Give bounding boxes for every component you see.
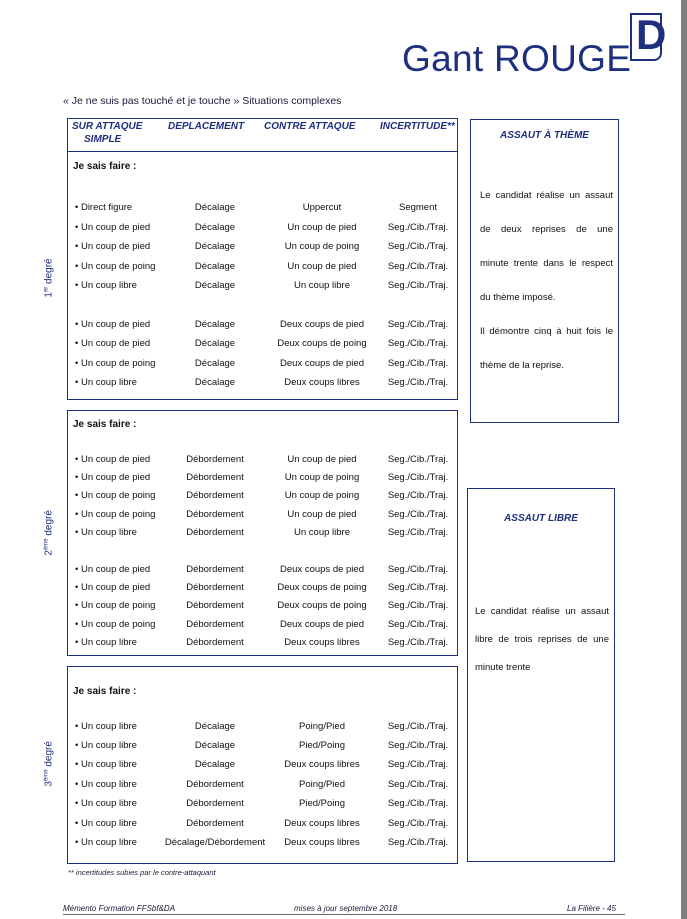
counter-cell: Pied/Poing: [299, 798, 345, 809]
uncertainty-cell: Seg./Cib./Traj.: [387, 779, 449, 790]
attack-cell: • Un coup de pied: [75, 582, 151, 593]
counter-cell: Poing/Pied: [299, 721, 345, 732]
counter-cell: Deux coups de pied: [280, 319, 364, 330]
section-tab-letter: D: [636, 11, 667, 58]
counter-cell: Deux coups libres: [284, 377, 360, 388]
displacement-cell: Décalage: [194, 280, 236, 291]
assaut-libre-title: ASSAUT LIBRE: [504, 513, 578, 524]
counter-cell: Un coup de pied: [287, 222, 357, 233]
page-title: Gant ROUGE: [402, 38, 632, 79]
uncertainty-cell: Seg./Cib./Traj.: [387, 582, 449, 593]
col-header-simple: SIMPLE: [84, 134, 122, 145]
counter-cell: Pied/Poing: [299, 740, 345, 751]
counter-cell: Deux coups de poing: [277, 582, 367, 593]
displacement-cell: Décalage: [194, 338, 236, 349]
counter-cell: Un coup de poing: [284, 241, 360, 252]
uncertainty-cell: Seg./Cib./Traj.: [387, 637, 449, 648]
uncertainty-cell: Seg./Cib./Traj.: [387, 740, 449, 751]
uncertainty-cell: Seg./Cib./Traj.: [387, 222, 449, 233]
uncertainty-cell: Seg./Cib./Traj.: [387, 509, 449, 520]
uncertainty-cell: Seg./Cib./Traj.: [387, 472, 449, 483]
footer-right: La Filière - 45: [567, 904, 616, 913]
header-divider: [67, 151, 457, 152]
displacement-cell: Décalage: [194, 241, 236, 252]
counter-cell: Un coup de pied: [287, 261, 357, 272]
assaut-theme-title: ASSAUT À THÈME: [500, 130, 589, 141]
counter-cell: Deux coups de pied: [280, 619, 364, 630]
displacement-cell: Débordement: [186, 490, 244, 501]
counter-cell: Deux coups libres: [284, 759, 360, 770]
counter-cell: Un coup de pied: [287, 509, 357, 520]
uncertainty-cell: Seg./Cib./Traj.: [387, 721, 449, 732]
attack-cell: • Un coup libre: [75, 837, 137, 848]
counter-cell: Uppercut: [302, 202, 342, 213]
displacement-cell: Débordement: [186, 564, 244, 575]
displacement-cell: Débordement: [186, 779, 244, 790]
displacement-cell: Décalage: [194, 377, 236, 388]
footer-left: Mémento Formation FFSbf&DA: [63, 904, 176, 913]
displacement-cell: Décalage: [194, 319, 236, 330]
section-tab: [630, 11, 667, 61]
uncertainty-cell: Seg./Cib./Traj.: [387, 377, 449, 388]
counter-cell: Deux coups de pied: [280, 358, 364, 369]
counter-cell: Un coup de pied: [287, 454, 357, 465]
uncertainty-cell: Seg./Cib./Traj.: [387, 338, 449, 349]
attack-cell: • Un coup de poing: [75, 490, 156, 501]
attack-cell: • Un coup de pied: [75, 338, 151, 349]
attack-cell: • Un coup de pied: [75, 454, 151, 465]
attack-cell: • Un coup de poing: [75, 600, 156, 611]
uncertainty-cell: Seg./Cib./Traj.: [387, 837, 449, 848]
assaut-libre-text: Le candidat réalise un assaut libre de trois reprises de une minute trente: [475, 606, 609, 673]
displacement-cell: Décalage: [194, 202, 236, 213]
attack-cell: • Un coup libre: [75, 798, 137, 809]
attack-cell: • Un coup libre: [75, 779, 137, 790]
attack-cell: • Un coup de pied: [75, 319, 151, 330]
displacement-cell: Débordement: [186, 798, 244, 809]
attack-cell: • Un coup de poing: [75, 509, 156, 520]
uncertainty-cell: Seg./Cib./Traj.: [387, 454, 449, 465]
uncertainty-cell: Seg./Cib./Traj.: [387, 490, 449, 501]
attack-cell: • Un coup de pied: [75, 472, 151, 483]
uncertainty-cell: Seg./Cib./Traj.: [387, 798, 449, 809]
counter-cell: Un coup libre: [294, 527, 350, 538]
attack-cell: • Un coup libre: [75, 759, 137, 770]
displacement-cell: Décalage: [194, 261, 236, 272]
uncertainty-cell: Seg./Cib./Traj.: [387, 818, 449, 829]
attack-cell: • Un coup de pied: [75, 222, 151, 233]
uncertainty-cell: Seg./Cib./Traj.: [387, 280, 449, 291]
know-label: Je sais faire :: [73, 161, 137, 172]
uncertainty-cell: Segment: [398, 202, 438, 213]
col-header-deplacement: DEPLACEMENT: [168, 121, 245, 132]
attack-cell: • Un coup de poing: [75, 261, 156, 272]
col-header-incertitude: INCERTITUDE**: [380, 121, 455, 132]
counter-cell: Un coup de poing: [284, 490, 360, 501]
know-label: Je sais faire :: [73, 686, 137, 697]
footer-center: mises à jour septembre 2018: [294, 904, 398, 913]
displacement-cell: Débordement: [186, 527, 244, 538]
attack-cell: • Un coup libre: [75, 637, 137, 648]
footer-rule: [63, 914, 625, 915]
attack-cell: • Un coup libre: [75, 377, 137, 388]
displacement-cell: Décalage: [194, 358, 236, 369]
uncertainty-cell: Seg./Cib./Traj.: [387, 358, 449, 369]
displacement-cell: Décalage: [194, 759, 236, 770]
attack-cell: • Un coup libre: [75, 280, 137, 291]
displacement-cell: Débordement: [186, 582, 244, 593]
col-header-sur-attaque: SUR ATTAQUE: [72, 121, 143, 132]
degree-label-3: 3ème degré: [43, 741, 55, 787]
counter-cell: Deux coups de poing: [277, 600, 367, 611]
counter-cell: Un coup de poing: [284, 472, 360, 483]
counter-cell: Deux coups libres: [284, 837, 360, 848]
uncertainty-cell: Seg./Cib./Traj.: [387, 564, 449, 575]
displacement-cell: Décalage/Débordement: [164, 837, 266, 848]
page-edge: [681, 0, 687, 919]
footnote: ** incertitudes subies par le contre-attaquant: [68, 868, 216, 877]
counter-cell: Deux coups libres: [284, 637, 360, 648]
attack-cell: • Un coup de pied: [75, 241, 151, 252]
displacement-cell: Débordement: [186, 818, 244, 829]
degree-label-1: 1er degré: [43, 258, 55, 298]
displacement-cell: Décalage: [194, 740, 236, 751]
displacement-cell: Débordement: [186, 454, 244, 465]
page-subtitle: « Je ne suis pas touché et je touche » Situations complexes: [63, 95, 342, 107]
displacement-cell: Débordement: [186, 600, 244, 611]
uncertainty-cell: Seg./Cib./Traj.: [387, 261, 449, 272]
displacement-cell: Débordement: [186, 637, 244, 648]
know-label: Je sais faire :: [73, 419, 137, 430]
displacement-cell: Débordement: [186, 509, 244, 520]
counter-cell: Deux coups de poing: [277, 338, 367, 349]
uncertainty-cell: Seg./Cib./Traj.: [387, 241, 449, 252]
attack-cell: • Un coup de pied: [75, 564, 151, 575]
attack-cell: • Un coup libre: [75, 740, 137, 751]
attack-cell: • Un coup libre: [75, 721, 137, 732]
attack-cell: • Un coup de poing: [75, 619, 156, 630]
uncertainty-cell: Seg./Cib./Traj.: [387, 600, 449, 611]
degree-label-2: 2ème degré: [43, 510, 55, 556]
displacement-cell: Débordement: [186, 619, 244, 630]
counter-cell: Poing/Pied: [299, 779, 345, 790]
assaut-theme-text: Le candidat réalise un assaut de deux reprises de une minute trente dans le respect du thème imposé. Il démontre cinq à huit fois le thème de la reprise.: [480, 190, 613, 371]
uncertainty-cell: Seg./Cib./Traj.: [387, 619, 449, 630]
counter-cell: Deux coups libres: [284, 818, 360, 829]
uncertainty-cell: Seg./Cib./Traj.: [387, 527, 449, 538]
displacement-cell: Décalage: [194, 721, 236, 732]
counter-cell: Deux coups de pied: [280, 564, 364, 575]
col-header-contre-attaque: CONTRE ATTAQUE: [264, 121, 356, 132]
displacement-cell: Débordement: [186, 472, 244, 483]
attack-cell: • Un coup libre: [75, 527, 137, 538]
attack-cell: • Un coup de poing: [75, 358, 156, 369]
uncertainty-cell: Seg./Cib./Traj.: [387, 319, 449, 330]
counter-cell: Un coup libre: [294, 280, 350, 291]
uncertainty-cell: Seg./Cib./Traj.: [387, 759, 449, 770]
attack-cell: • Un coup libre: [75, 818, 137, 829]
attack-cell: • Direct figure: [75, 202, 133, 213]
displacement-cell: Décalage: [194, 222, 236, 233]
